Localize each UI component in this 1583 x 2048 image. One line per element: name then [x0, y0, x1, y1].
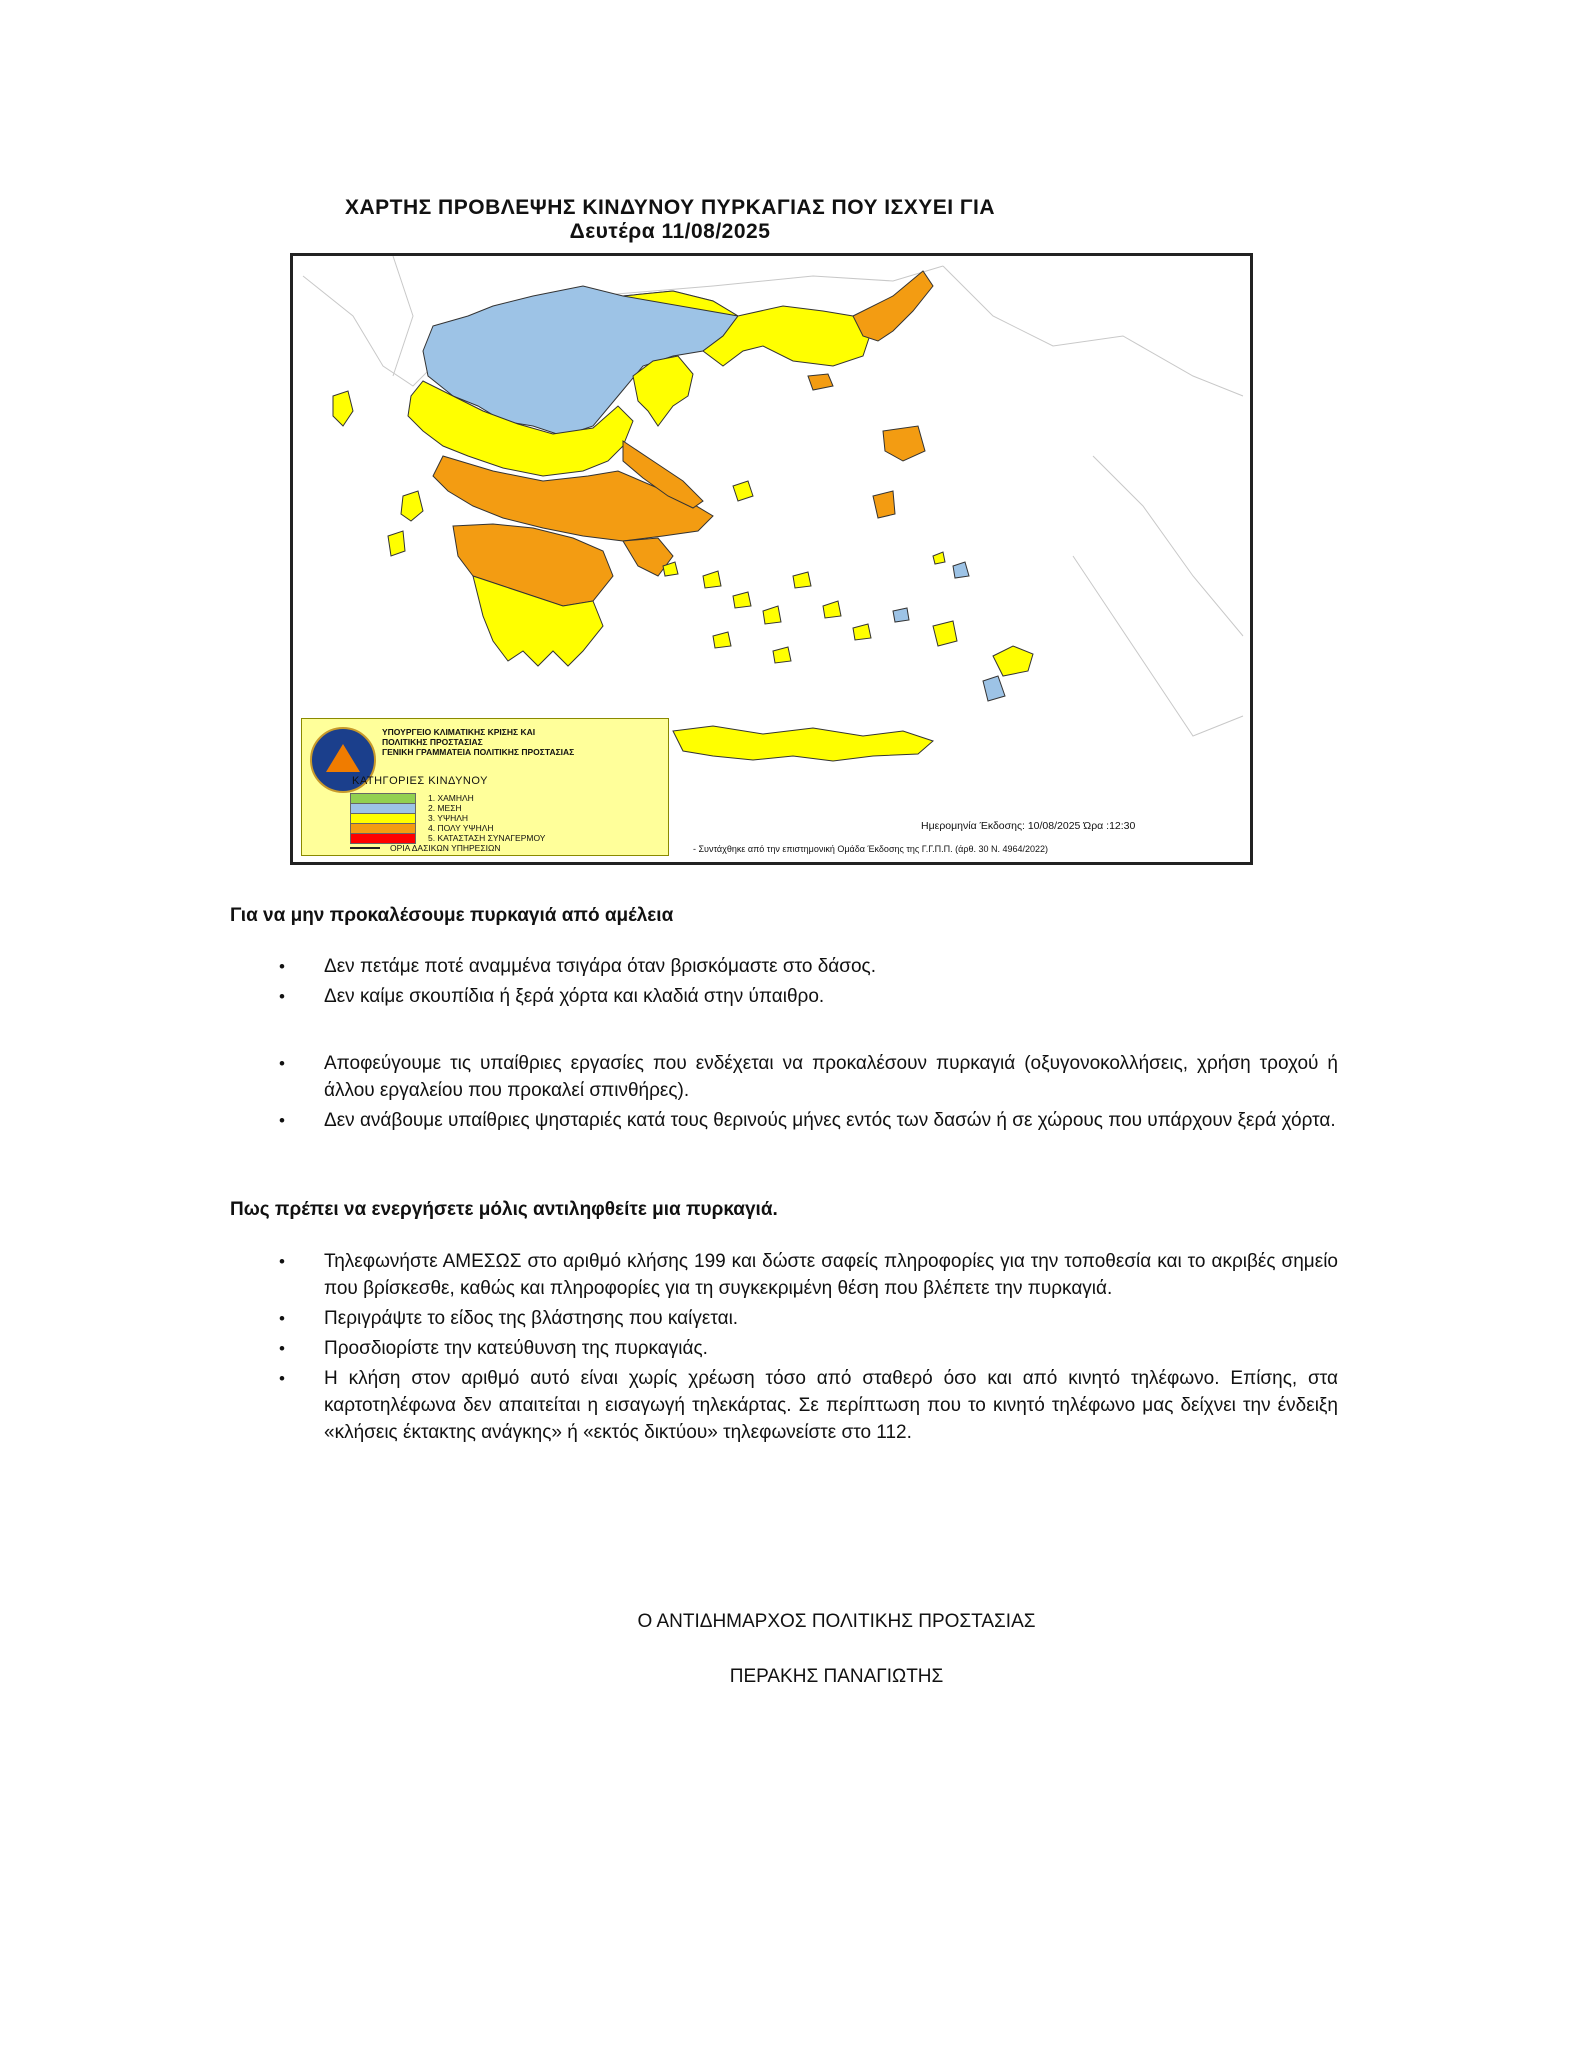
list-item-text: Η κλήση στον αριθμό αυτό είναι χωρίς χρέωση τόσο από σταθερό όσο και από κινητό τηλέφωνο. Επίσης, στα καρτοτηλέφωνα δεν απαιτείται η εισαγωγή τηλεκάρτας. Σε περίπτωση που το κινητό τηλέφωνο μας δείχνει την ένδειξη «κλήσεις έκτακτης ανάγκης» ή «εκτός δικτύου» τηλεφωνείστε στο 112.: [324, 1368, 1338, 1443]
section1-list-a: [276, 953, 1338, 1010]
legend-label: 4. ΠΟΛΥ ΥΨΗΛΗ: [428, 823, 494, 833]
legend-item-very-high: [350, 823, 494, 833]
legend-label: 5. ΚΑΤΑΣΤΑΣΗ ΣΥΝΑΓΕΡΜΟΥ: [428, 833, 546, 843]
legend-item-boundary: [350, 843, 500, 853]
signature-name: ΠΕΡΑΚΗΣ ΠΑΝΑΓΙΩΤΗΣ: [729, 1666, 944, 1687]
legend-item-low: [350, 793, 474, 803]
list-item-text: Περιγράψτε το είδος της βλάστησης που καίγεται.: [324, 1308, 739, 1329]
section1-list-b: [276, 1050, 1338, 1134]
list-item: [276, 983, 1338, 1010]
legend-label: 3. ΥΨΗΛΗ: [428, 813, 469, 823]
legend-org-line2: ΠΟΛΙΤΙΚΗΣ ΠΡΟΣΤΑΣΙΑΣ: [382, 737, 483, 747]
bullet-icon: •: [279, 1369, 285, 1388]
bullet-icon: •: [279, 987, 285, 1006]
legend-label: ΟΡΙΑ ΔΑΣΙΚΩΝ ΥΠΗΡΕΣΙΩΝ: [390, 843, 501, 853]
section2-heading: Πως πρέπει να ενεργήσετε μόλις αντιληφθείτε μια πυρκαγιά.: [230, 1199, 778, 1220]
bullet-icon: •: [279, 1339, 285, 1358]
fire-risk-map: [290, 253, 1253, 865]
bullet-icon: •: [279, 1111, 285, 1130]
legend-org-line3: ΓΕΝΙΚΗ ΓΡΑΜΜΑΤΕΙΑ ΠΟΛΙΤΙΚΗΣ ΠΡΟΣΤΑΣΙΑΣ: [382, 747, 575, 757]
list-item: [276, 1305, 1338, 1332]
map-title-date: Δευτέρα 11/08/2025: [569, 220, 771, 243]
map-title-line1: ΧΑΡΤΗΣ ΠΡΟΒΛΕΨΗΣ ΚΙΝΔΥΝΟΥ ΠΥΡΚΑΓΙΑΣ ΠΟΥ ΙΣΧΥΕΙ ΓΙΑ: [344, 196, 996, 219]
legend-organization: [382, 727, 662, 757]
list-item: [276, 1107, 1338, 1134]
bullet-icon: •: [279, 1054, 285, 1073]
signature-title: Ο ΑΝΤΙΔΗΜΑΡΧΟΣ ΠΟΛΙΤΙΚΗΣ ΠΡΟΣΤΑΣΙΑΣ: [637, 1611, 1036, 1632]
legend-item-alarm: [350, 833, 545, 843]
section1-heading: Για να μην προκαλέσουμε πυρκαγιά από αμέλεια: [230, 905, 674, 926]
list-item-text: Δεν ανάβουμε υπαίθριες ψησταριές κατά τους θερινούς μήνες εντός των δασών ή σε χώρους που υπάρχουν ξερά χόρτα.: [324, 1110, 1336, 1131]
list-item: [276, 1365, 1338, 1446]
list-item: [276, 1050, 1338, 1104]
legend-label: 1. ΧΑΜΗΛΗ: [428, 793, 474, 803]
list-item: [276, 1248, 1338, 1302]
bullet-icon: •: [279, 957, 285, 976]
boundary-line-icon: [350, 847, 380, 849]
bullet-icon: •: [279, 1252, 285, 1271]
legend-swatch: [350, 833, 416, 844]
legend-item-high: [350, 813, 468, 823]
legend-categories-title: ΚΑΤΗΓΟΡΙΕΣ ΚΙΝΔΥΝΟΥ: [352, 775, 488, 787]
map-title: [290, 196, 1050, 244]
list-item: [276, 1335, 1338, 1362]
list-item-text: Τηλεφωνήστε ΑΜΕΣΩΣ στο αριθμό κλήσης 199 και δώστε σαφείς πληροφορίες για την τοποθεσία και το ακριβές σημείο που βρίσκεσθε, καθώς και πληροφορίες για τη συγκεκριμένη θέση που βλέπετε την πυρκαγιά.: [324, 1251, 1338, 1299]
bullet-icon: •: [279, 1309, 285, 1328]
list-item-text: Δεν καίμε σκουπίδια ή ξερά χόρτα και κλαδιά στην ύπαιθρο.: [324, 986, 825, 1007]
list-item-text: Δεν πετάμε ποτέ αναμμένα τσιγάρα όταν βρισκόμαστε στο δάσος.: [324, 956, 876, 977]
issue-info: Ημερομηνία Έκδοσης: 10/08/2025 Ώρα :12:30: [921, 820, 1136, 832]
legend-item-medium: [350, 803, 462, 813]
credit-note: - Συντάχθηκε από την επιστημονική Ομάδα Έκδοσης της Γ.Γ.Π.Π. (άρθ. 30 Ν. 4964/2022): [693, 844, 1049, 854]
legend-org-line1: ΥΠΟΥΡΓΕΙΟ ΚΛΙΜΑΤΙΚΗΣ ΚΡΙΣΗΣ ΚΑΙ: [382, 727, 536, 737]
section2-list: [276, 1248, 1338, 1446]
list-item-text: Αποφεύγουμε τις υπαίθριες εργασίες που ενδέχεται να προκαλέσουν πυρκαγιά (οξυγονοκολλήσεις, χρήση τροχού ή άλλου εργαλείου που προκαλεί σπινθήρες).: [324, 1053, 1338, 1101]
legend-label: 2. ΜΕΣΗ: [428, 803, 462, 813]
list-item-text: Προσδιορίστε την κατεύθυνση της πυρκαγιάς.: [324, 1338, 708, 1359]
list-item: [276, 953, 1338, 980]
map-legend: [301, 718, 669, 856]
